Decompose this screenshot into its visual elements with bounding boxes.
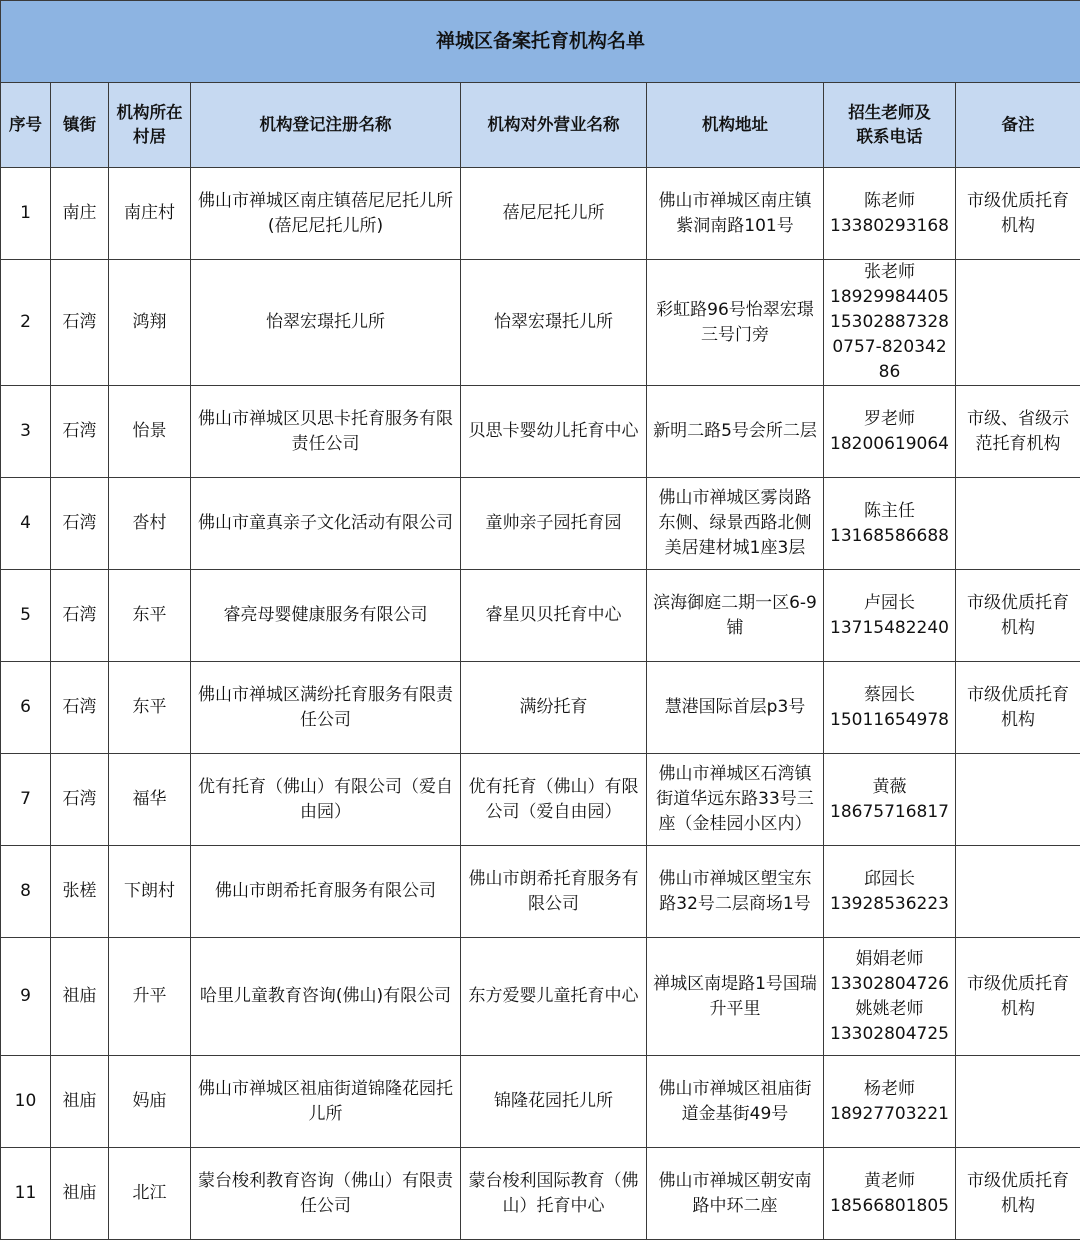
col-header-address-label: 机构地址 xyxy=(702,115,768,134)
col-header-business-name-label: 机构对外营业名称 xyxy=(487,115,620,134)
cell-registered-name xyxy=(191,1056,461,1148)
cell-address-text: 佛山市禅城区石湾镇 街道华远东路33号三 座（金桂园小区内） xyxy=(656,764,814,834)
cell-remarks xyxy=(956,846,1080,938)
cell-registered-name xyxy=(191,938,461,1056)
cell-remarks-text: 市级优质托育 机构 xyxy=(967,592,1069,638)
cell-village-text: 沓村 xyxy=(132,513,167,533)
cell-town-text: 祖庙 xyxy=(62,1091,97,1111)
col-header-remarks xyxy=(956,83,1080,168)
cell-remarks xyxy=(956,938,1080,1056)
cell-index-text: 9 xyxy=(20,986,31,1006)
cell-index-text: 11 xyxy=(14,1183,37,1203)
cell-town-text: 石湾 xyxy=(62,605,97,625)
cell-registered-name xyxy=(191,846,461,938)
cell-contact-text: 张老师 18929984405 15302887328 0757-82034286 xyxy=(830,262,949,382)
cell-town-text: 石湾 xyxy=(62,789,97,809)
cell-registered-name-text: 佛山市禅城区满纷托育服务有限责 任公司 xyxy=(198,684,453,730)
table-row xyxy=(1,168,1080,260)
col-header-contact xyxy=(824,83,956,168)
cell-contact xyxy=(824,938,956,1056)
cell-registered-name-text: 佛山市禅城区贝思卡托育服务有限 责任公司 xyxy=(198,408,453,454)
cell-address xyxy=(647,754,824,846)
cell-registered-name-text: 佛山市朗希托育服务有限公司 xyxy=(215,881,436,901)
cell-address-text: 佛山市禅城区祖庙街 道金基街49号 xyxy=(658,1078,812,1124)
cell-registered-name xyxy=(191,570,461,662)
cell-index xyxy=(1,570,51,662)
cell-business-name-text: 蒙台梭利国际教育（佛 山）托育中心 xyxy=(468,1170,639,1216)
cell-business-name xyxy=(461,1056,647,1148)
col-header-index-label: 序号 xyxy=(9,115,42,134)
cell-town xyxy=(51,260,109,386)
cell-town xyxy=(51,478,109,570)
cell-index xyxy=(1,846,51,938)
cell-contact xyxy=(824,386,956,478)
cell-village-text: 升平 xyxy=(132,986,167,1006)
cell-index-text: 2 xyxy=(20,312,31,332)
cell-business-name-text: 优有托育（佛山）有限 公司（爱自由园） xyxy=(468,776,639,822)
cell-index xyxy=(1,938,51,1056)
cell-index xyxy=(1,260,51,386)
cell-remarks xyxy=(956,570,1080,662)
cell-village-text: 福华 xyxy=(132,789,167,809)
col-header-address xyxy=(647,83,824,168)
cell-address xyxy=(647,478,824,570)
cell-remarks-text: 市级优质托育 机构 xyxy=(967,190,1069,236)
cell-registered-name-text: 佛山市童真亲子文化活动有限公司 xyxy=(198,513,453,533)
cell-index xyxy=(1,168,51,260)
cell-registered-name xyxy=(191,386,461,478)
col-header-business-name xyxy=(461,83,647,168)
cell-business-name xyxy=(461,260,647,386)
cell-business-name xyxy=(461,846,647,938)
cell-registered-name-text: 佛山市禅城区南庄镇蓓尼尼托儿所 (蓓尼尼托儿所) xyxy=(198,190,453,236)
col-header-contact-label: 招生老师及 联系电话 xyxy=(848,103,931,146)
cell-contact xyxy=(824,260,956,386)
cell-village-text: 南庄村 xyxy=(124,203,175,223)
cell-remarks-text: 市级、省级示 范托育机构 xyxy=(967,408,1069,454)
cell-index xyxy=(1,1148,51,1240)
col-header-registered-name xyxy=(191,83,461,168)
cell-business-name xyxy=(461,938,647,1056)
cell-registered-name xyxy=(191,260,461,386)
cell-business-name-text: 睿星贝贝托育中心 xyxy=(485,605,622,625)
cell-contact xyxy=(824,1148,956,1240)
cell-village-text: 东平 xyxy=(132,605,167,625)
cell-town-text: 祖庙 xyxy=(62,986,97,1006)
cell-index-text: 6 xyxy=(20,697,31,717)
cell-registered-name xyxy=(191,662,461,754)
cell-address-text: 佛山市禅城区南庄镇 紫洞南路101号 xyxy=(658,190,812,236)
cell-contact xyxy=(824,754,956,846)
table-row xyxy=(1,754,1080,846)
cell-registered-name xyxy=(191,168,461,260)
cell-town xyxy=(51,846,109,938)
cell-business-name xyxy=(461,168,647,260)
cell-remarks xyxy=(956,662,1080,754)
cell-remarks xyxy=(956,754,1080,846)
cell-address xyxy=(647,662,824,754)
cell-village-text: 怡景 xyxy=(132,421,167,441)
cell-address xyxy=(647,1148,824,1240)
cell-business-name xyxy=(461,754,647,846)
cell-address xyxy=(647,938,824,1056)
cell-village xyxy=(109,260,191,386)
cell-business-name-text: 怡翠宏璟托儿所 xyxy=(494,312,613,332)
table-body xyxy=(1,168,1080,1240)
cell-village xyxy=(109,1056,191,1148)
table-row xyxy=(1,662,1080,754)
table-row xyxy=(1,478,1080,570)
cell-index-text: 1 xyxy=(20,203,31,223)
cell-town xyxy=(51,938,109,1056)
cell-contact-text: 罗老师 18200619064 xyxy=(830,408,949,454)
cell-town xyxy=(51,754,109,846)
cell-address-text: 慧港国际首层p3号 xyxy=(664,697,806,717)
cell-registered-name xyxy=(191,754,461,846)
cell-index xyxy=(1,478,51,570)
cell-town-text: 石湾 xyxy=(62,312,97,332)
cell-town-text: 石湾 xyxy=(62,513,97,533)
col-header-village xyxy=(109,83,191,168)
cell-contact-text: 邱园长 13928536223 xyxy=(830,868,949,914)
cell-remarks xyxy=(956,1056,1080,1148)
cell-index xyxy=(1,662,51,754)
cell-remarks-text: 市级优质托育 机构 xyxy=(967,684,1069,730)
cell-index xyxy=(1,754,51,846)
cell-address xyxy=(647,846,824,938)
cell-village xyxy=(109,570,191,662)
cell-business-name xyxy=(461,570,647,662)
cell-village-text: 北江 xyxy=(132,1183,167,1203)
cell-village-text: 下朗村 xyxy=(124,881,175,901)
cell-village xyxy=(109,662,191,754)
cell-address xyxy=(647,260,824,386)
cell-village xyxy=(109,938,191,1056)
cell-contact xyxy=(824,662,956,754)
cell-contact-text: 黄薇 18675716817 xyxy=(830,776,949,822)
cell-registered-name-text: 睿亮母婴健康服务有限公司 xyxy=(223,605,428,625)
cell-town-text: 祖庙 xyxy=(62,1183,97,1203)
cell-town xyxy=(51,1056,109,1148)
cell-village-text: 妈庙 xyxy=(132,1091,167,1111)
cell-contact xyxy=(824,168,956,260)
cell-address xyxy=(647,168,824,260)
cell-contact-text: 卢园长 13715482240 xyxy=(830,592,949,638)
cell-contact-text: 娟娟老师 13302804726 姚姚老师 13302804725 xyxy=(830,948,949,1044)
cell-town-text: 石湾 xyxy=(62,697,97,717)
cell-registered-name xyxy=(191,478,461,570)
cell-business-name xyxy=(461,478,647,570)
table-title: 禅城区备案托育机构名单 xyxy=(1,1,1080,83)
cell-registered-name-text: 哈里儿童教育咨询(佛山)有限公司 xyxy=(199,986,452,1006)
cell-address xyxy=(647,570,824,662)
table-row xyxy=(1,570,1080,662)
cell-town xyxy=(51,1148,109,1240)
cell-index-text: 5 xyxy=(20,605,31,625)
cell-village xyxy=(109,168,191,260)
cell-town-text: 石湾 xyxy=(62,421,97,441)
cell-village-text: 鸿翔 xyxy=(132,312,167,332)
cell-village xyxy=(109,386,191,478)
cell-remarks xyxy=(956,1148,1080,1240)
cell-contact xyxy=(824,846,956,938)
col-header-index xyxy=(1,83,51,168)
cell-business-name xyxy=(461,1148,647,1240)
cell-address-text: 禅城区南堤路1号国瑞 升平里 xyxy=(653,973,817,1019)
cell-address-text: 彩虹路96号怡翠宏璟 三号门旁 xyxy=(656,299,814,345)
table-row xyxy=(1,1148,1080,1240)
cell-business-name-text: 满纷托育 xyxy=(519,697,588,717)
cell-registered-name-text: 优有托育（佛山）有限公司（爱自 由园） xyxy=(198,776,453,822)
cell-village xyxy=(109,478,191,570)
cell-business-name-text: 蓓尼尼托儿所 xyxy=(502,203,605,223)
cell-contact-text: 杨老师 18927703221 xyxy=(830,1078,949,1124)
cell-address-text: 新明二路5号会所二层 xyxy=(653,421,817,441)
col-header-registered-name-label: 机构登记注册名称 xyxy=(259,115,392,134)
cell-index-text: 4 xyxy=(20,513,31,533)
cell-contact-text: 陈主任 13168586688 xyxy=(830,500,949,546)
cell-address-text: 佛山市禅城区塱宝东 路32号二层商场1号 xyxy=(658,868,812,914)
cell-index xyxy=(1,1056,51,1148)
col-header-village-label: 机构所在 村居 xyxy=(116,103,183,146)
cell-remarks-text: 市级优质托育 机构 xyxy=(967,973,1069,1019)
cell-business-name-text: 锦隆花园托儿所 xyxy=(494,1091,613,1111)
cell-remarks-text: 市级优质托育 机构 xyxy=(967,1170,1069,1216)
cell-index-text: 7 xyxy=(20,789,31,809)
cell-index-text: 3 xyxy=(20,421,31,441)
cell-business-name-text: 佛山市朗希托育服务有 限公司 xyxy=(468,868,639,914)
cell-business-name xyxy=(461,662,647,754)
cell-remarks xyxy=(956,386,1080,478)
cell-contact xyxy=(824,570,956,662)
cell-address xyxy=(647,1056,824,1148)
cell-town-text: 南庄 xyxy=(62,203,97,223)
table-row xyxy=(1,1056,1080,1148)
table-row xyxy=(1,846,1080,938)
cell-town xyxy=(51,386,109,478)
col-header-town-label: 镇街 xyxy=(63,115,96,134)
cell-remarks xyxy=(956,260,1080,386)
cell-contact-text: 陈老师 13380293168 xyxy=(830,190,949,236)
cell-business-name xyxy=(461,386,647,478)
cell-contact xyxy=(824,478,956,570)
cell-village xyxy=(109,754,191,846)
cell-contact-text: 黄老师 18566801805 xyxy=(830,1170,949,1216)
cell-contact xyxy=(824,1056,956,1148)
cell-town xyxy=(51,168,109,260)
cell-address-text: 佛山市禅城区朝安南 路中环二座 xyxy=(658,1170,812,1216)
cell-index-text: 10 xyxy=(14,1091,37,1111)
cell-registered-name-text: 佛山市禅城区祖庙街道锦隆花园托 儿所 xyxy=(198,1078,453,1124)
col-header-remarks-label: 备注 xyxy=(1001,115,1035,134)
cell-town-text: 张槎 xyxy=(62,881,97,901)
cell-index-text: 8 xyxy=(20,881,31,901)
cell-contact-text: 蔡园长 15011654978 xyxy=(830,684,949,730)
cell-business-name-text: 贝思卡婴幼儿托育中心 xyxy=(468,421,639,441)
table-row xyxy=(1,386,1080,478)
cell-registered-name-text: 蒙台梭利教育咨询（佛山）有限责 任公司 xyxy=(198,1170,453,1216)
cell-village-text: 东平 xyxy=(132,697,167,717)
cell-town xyxy=(51,662,109,754)
header-row xyxy=(1,83,1080,168)
cell-address-text: 滨海御庭二期一区6-9 铺 xyxy=(653,592,817,638)
cell-index xyxy=(1,386,51,478)
cell-village xyxy=(109,846,191,938)
cell-remarks xyxy=(956,168,1080,260)
table-row xyxy=(1,260,1080,386)
cell-business-name-text: 东方爱婴儿童托育中心 xyxy=(468,986,639,1006)
col-header-town xyxy=(51,83,109,168)
cell-village xyxy=(109,1148,191,1240)
table-row xyxy=(1,938,1080,1056)
cell-registered-name xyxy=(191,1148,461,1240)
cell-address-text: 佛山市禅城区雾岗路 东侧、绿景西路北侧 美居建材城1座3层 xyxy=(658,488,812,558)
cell-town xyxy=(51,570,109,662)
cell-remarks xyxy=(956,478,1080,570)
cell-address xyxy=(647,386,824,478)
cell-registered-name-text: 怡翠宏璟托儿所 xyxy=(266,312,385,332)
cell-business-name-text: 童帅亲子园托育园 xyxy=(485,513,622,533)
